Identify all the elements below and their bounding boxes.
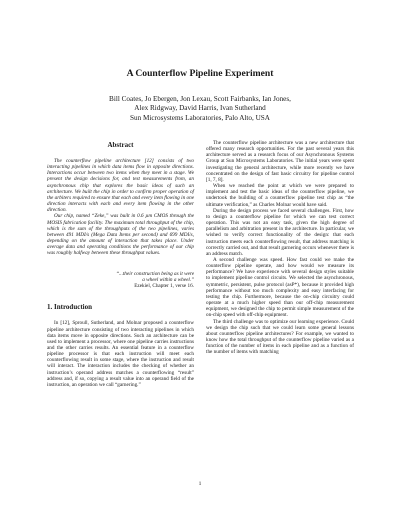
epigraph-source: Ezekiel, Chapter 1, verse 16. [134, 283, 194, 290]
abstract-section [47, 141, 194, 257]
body-paragraph-4: A second challenge was speed. How fast could we make the counterflow pipeline operate, and how would we measure its performance? We have experience with several design styles suitable to implement pipeline control circuits. We selected the asynchronous, symmetric, persistent, pulse protocol (asP*), because it provided high performance without too much complexity and easy interfacing for testing the chip. Furthermore, because the on-chip circuitry could operate at a much higher speed than our off-chip measurement equipment, we designed the chip to permit simple measurement of the on-chip speed with off-chip equipment. [206, 256, 354, 319]
page-number: 1 [198, 481, 202, 487]
epigraph-quote-line-2: a wheel within a wheel.” [142, 276, 194, 283]
introduction-heading: 1. Introduction [47, 303, 92, 312]
epigraph-quote-line-1: “...their construction being as it were [116, 270, 194, 277]
abstract-paragraph-2: Our chip, named “Zeke,” was built in 0.6 µm CMOS through the MOSIS fabrication facility. The maximum total throughput of the chip, which is the sum of the throughputs of the two pipelines, varies between 491 MDI/s (Mega Data Items per second) and 699 MDI/s, depending on the amount of interaction that takes place. Under average data and operating conditions the performance of our chip was roughly halfway between these throughput values. [47, 213, 194, 257]
right-column [206, 140, 354, 355]
body-paragraph-3: During the design process we faced several challenges. First, how to design a counterflow pipeline for which we can test correct operation. This was not an easy task, given the high degree of parallelism and arbitration present in the architecture. In particular, we wished to verify correct functionality of the design: that each instruction meets each counterflowing result, that address matching is correctly carried out, and that result garnering occurs whenever there is an address match. [206, 207, 354, 257]
abstract-heading: Abstract [107, 141, 134, 149]
author-names-line-1: Bill Coates, Jo Ebergen, Jon Lexau, Scott Fairbanks, Ian Jones, [109, 95, 291, 103]
introduction-paragraph-1: In [12], Sproull, Sutherland, and Molnar proposed a counterflow pipeline architecture consisting of two interacting pipelines in which data items move in opposite directions. Such an architecture can be used to implement a processor, where one pipeline carries instructions and the other carries results. An essential feature in a counterflow pipeline processor is that each instruction will meet each counterflowing result in some stage, where the instruction and result will interact. The interaction includes the checking of whether an instruction’s operand address matches a counterflowing “result” address and, if so, copying a result value into an operand field of the instruction, an operation we call “garnering.” [47, 320, 194, 388]
epigraph [47, 271, 194, 290]
author-block [0, 95, 400, 123]
affiliation: Sun Microsystems Laboratories, Palo Alto, USA [130, 113, 270, 122]
paper-title: A Counterflow Pipeline Experiment [126, 68, 274, 79]
body-paragraph-2: When we reached the point at which we were prepared to implement and test the basic ideas of the counterflow pipeline, we undertook the building of a counterflow pipeline test chip as “the ultimate verification,” as Charles Molnar would have said. [206, 183, 354, 208]
abstract-paragraph-1: The counterflow pipeline architecture [12] consists of two interacting pipelines in which data items flow in opposite directions. Interactions occur between two items when they meet in a stage. We present the design decisions for, and test measurements from, an asynchronous chip that explores the basic ideas of such an architecture. We built the chip in order to confirm proper operation of the arbiters required to ensure that each and every item flowing in one direction interacts with each and every item flowing in the other direction. [47, 158, 194, 214]
author-names-line-2: Alex Ridgway, David Harris, Ivan Sutherland [134, 104, 266, 113]
left-column [47, 140, 194, 388]
body-paragraph-1: The counterflow pipeline architecture was a new architecture that offered many research opportunities. For the past several years this architecture served as a research focus of our Asynchronous Systems Group at Sun Microsystems Laboratories. The initial years were spent investigating the general architecture, while more recently we have concentrated on the design of fast basic circuitry for pipeline control [1, 7, 8]. [206, 140, 354, 183]
body-paragraph-5: The third challenge was to optimize our learning experience. Could we design the chip such that we could learn some general lessons about counterflow pipeline architectures? For example, we wanted to know how the total throughput of the counterflow pipeline varied as a function of the number of items in each pipeline and as a function of the number of items with matching [206, 318, 354, 356]
